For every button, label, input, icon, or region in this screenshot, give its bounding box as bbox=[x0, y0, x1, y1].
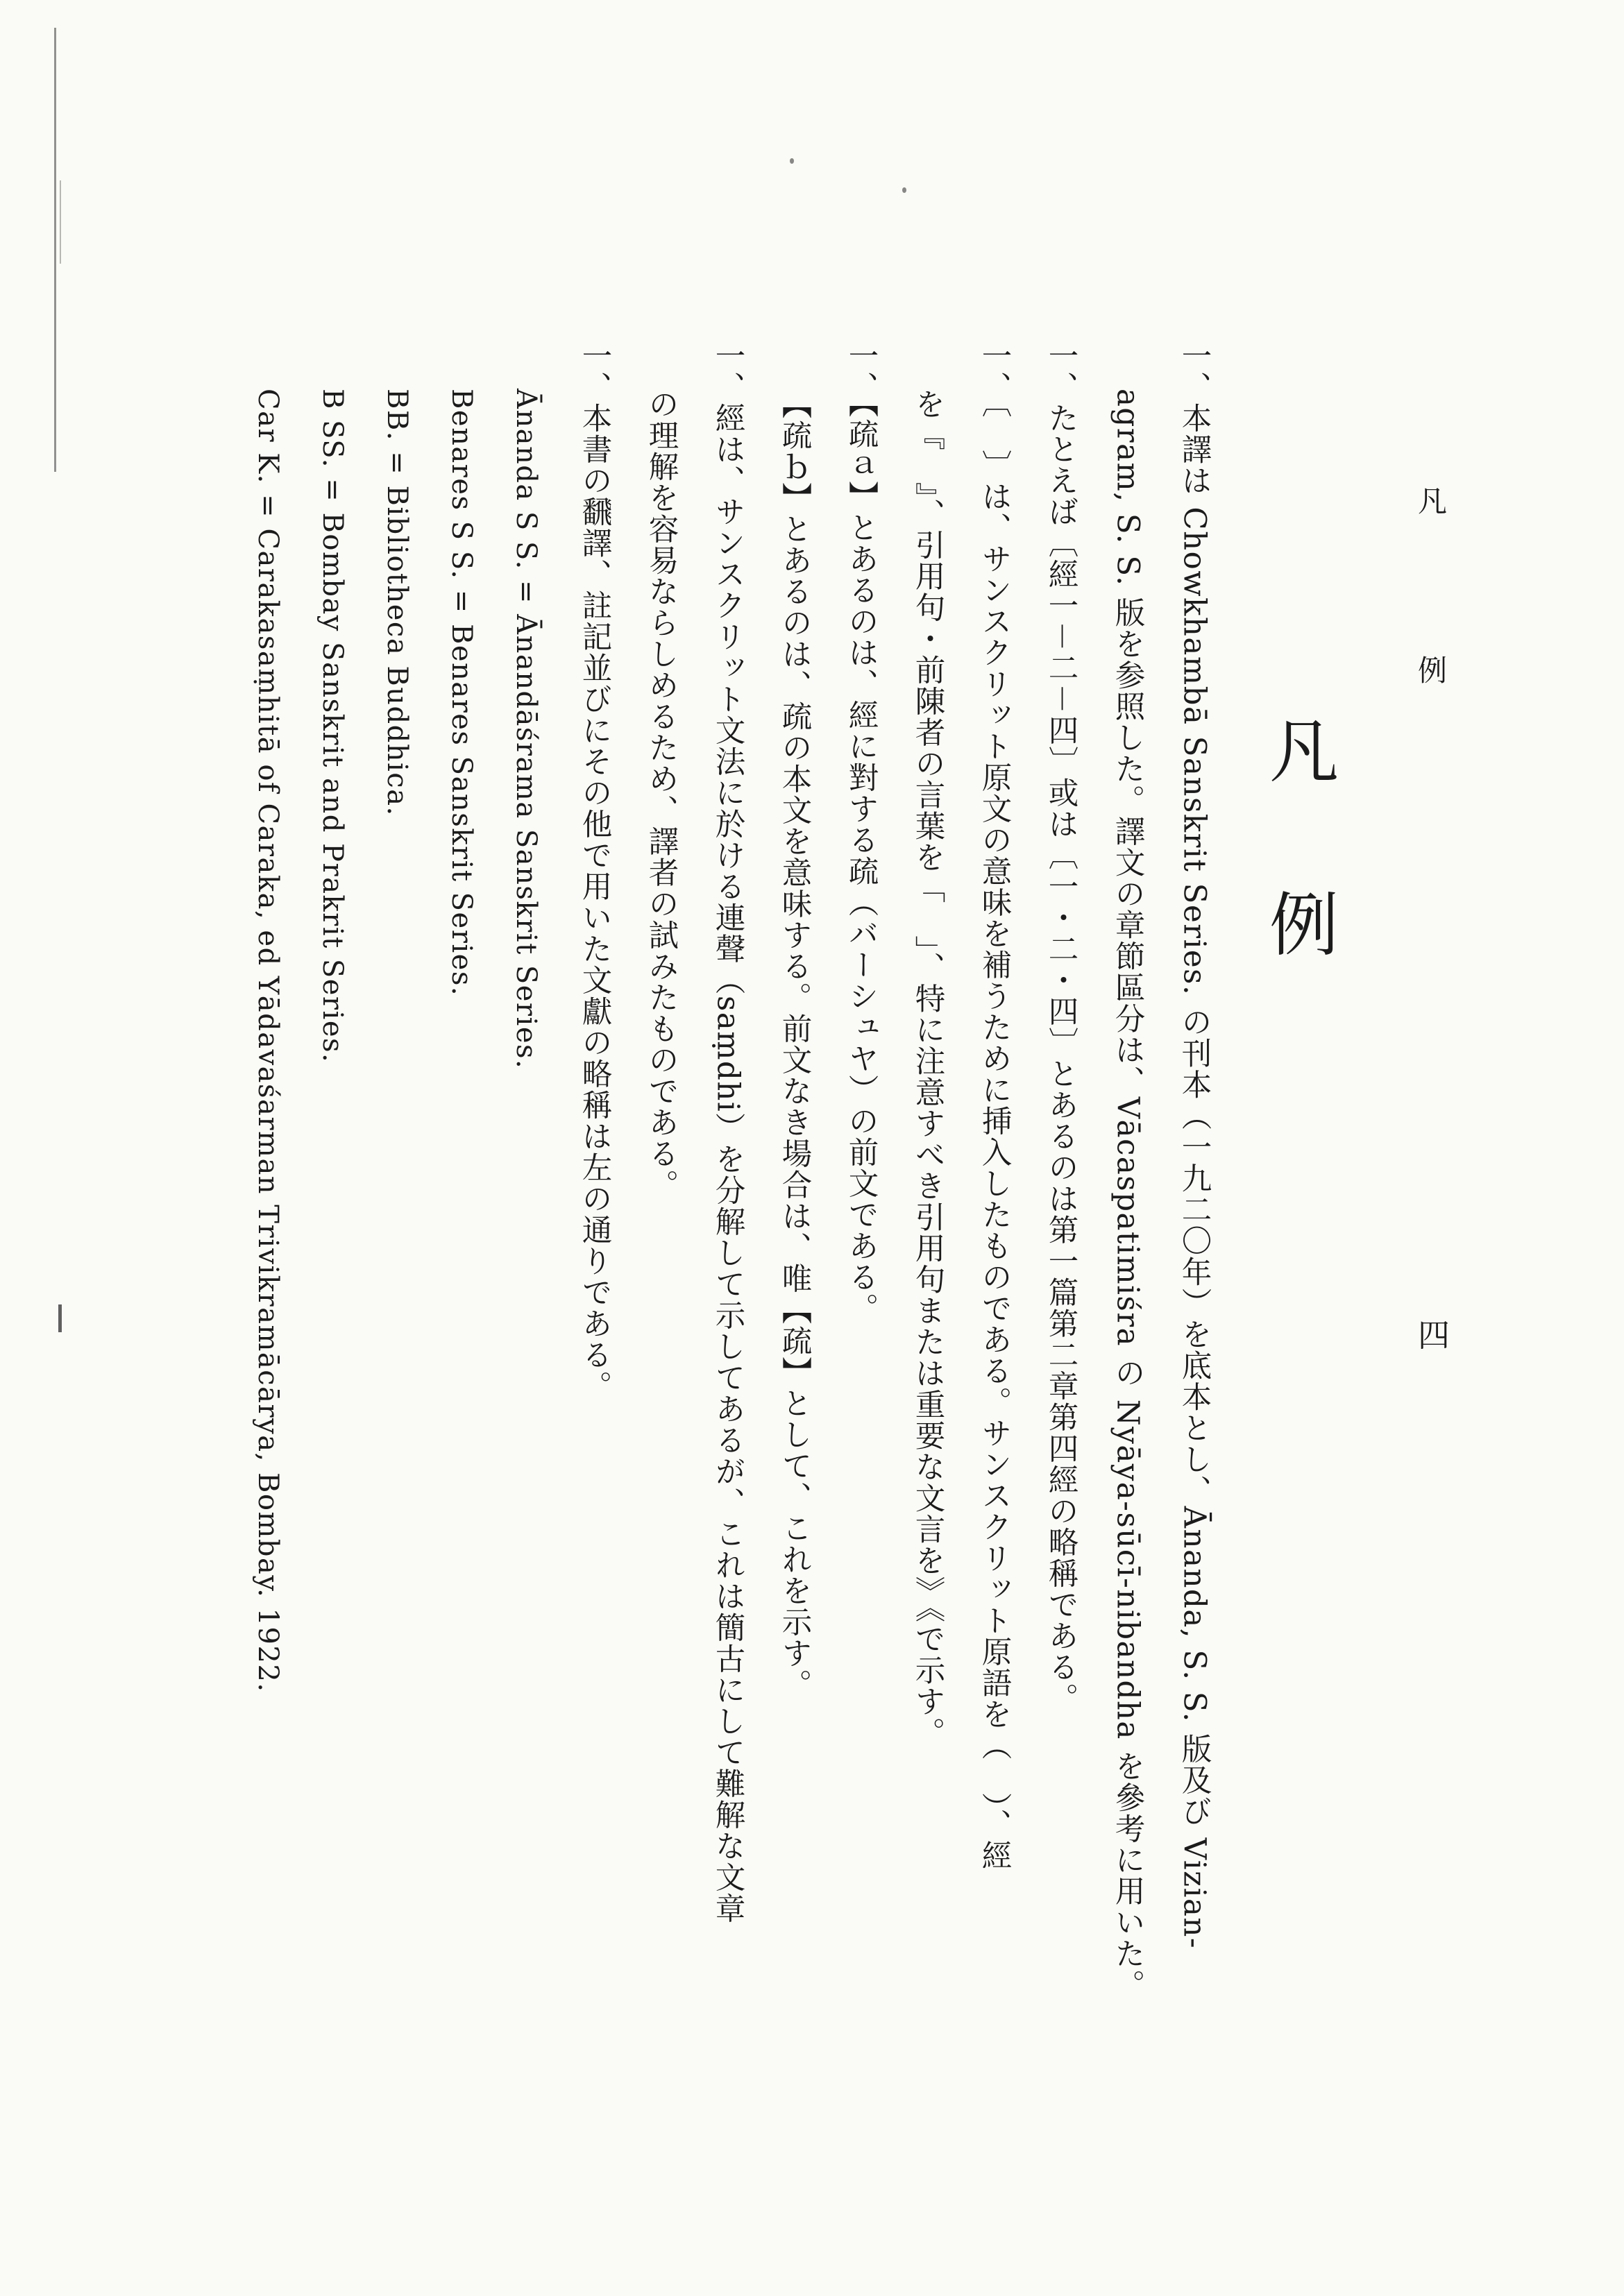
running-head-left: 凡 bbox=[1414, 486, 1448, 516]
scan-speck bbox=[790, 158, 794, 164]
abbr-line-cark: Car K. = Carakasaṃhitā of Caraka, ed Yādavaśarman Trivikramācārya, Bombay. 1922. bbox=[252, 389, 284, 1693]
text-line-5: を『 』、引用句・前陳者の言葉を「 」、特に注意すべき引用句または重要な文言を》《で示す。 bbox=[910, 389, 945, 1749]
text-line-1: 一、本譯は Chowkhambā Sanskrit Series. の刊本（一九二〇年）を底本とし、Ānanda, S. S. 版及び Vizian- bbox=[1176, 340, 1212, 1950]
scan-edge-line bbox=[54, 28, 56, 472]
text-line-9: の理解を容易ならしめるため、譯者の試みたものである。 bbox=[643, 389, 679, 1200]
scan-mark bbox=[58, 1304, 62, 1332]
page-title: 凡例 bbox=[1258, 715, 1339, 1062]
running-head-right: 例 bbox=[1414, 655, 1448, 686]
page-number: 四 bbox=[1413, 1318, 1450, 1350]
abbr-line-bb: BB. = Bibliotheca Buddhica. bbox=[381, 389, 413, 817]
text-line-6: 一、【疏ａ】とあるのは、經に對する疏（バーシュヤ）の前文である。 bbox=[843, 340, 879, 1325]
running-head bbox=[1414, 486, 1448, 686]
text-line-8: 一、經は、サンスクリット文法に於ける連聲（saṃdhi）を分解して示してあるが、これは簡古にして難解な文章 bbox=[710, 340, 745, 1925]
text-line-10: 一、本書の飜譯、註記並びにその他で用いた文獻の略稱は左の通りである。 bbox=[577, 340, 612, 1402]
text-line-7: 【疏ｂ】とあるのは、疏の本文を意味する。前文なき場合は、唯【疏】として、これを示す。 bbox=[777, 389, 812, 1700]
abbr-line-benares: Benares S S. = Benares Sanskrit Series. bbox=[446, 389, 477, 997]
scan-edge-line-faint bbox=[60, 180, 61, 264]
abbr-line-bss: B SS. = Bombay Sanskrit and Prakrit Series. bbox=[316, 389, 348, 1064]
text-line-4: 一、〔 〕は、サンスクリット原文の意味を補うために挿入したものである。サンスクリット原語を（ ）、經 bbox=[976, 340, 1012, 1871]
abbr-line-ananda: Ānanda S S. = Ānandāśrama Sanskrit Series. bbox=[510, 389, 542, 1070]
text-line-2: agram, S. S. 版を参照した。譯文の章節區分は、Vācaspatimiśra の Nyāya-sūcī-nibandha を參考に用いた。 bbox=[1110, 389, 1145, 2001]
scan-speck bbox=[902, 187, 906, 193]
text-line-3: 一、たとえば〔經一－二－四〕或は〔一・二・四〕とあるのは第一篇第二章第四經の略稱である。 bbox=[1043, 340, 1079, 1714]
